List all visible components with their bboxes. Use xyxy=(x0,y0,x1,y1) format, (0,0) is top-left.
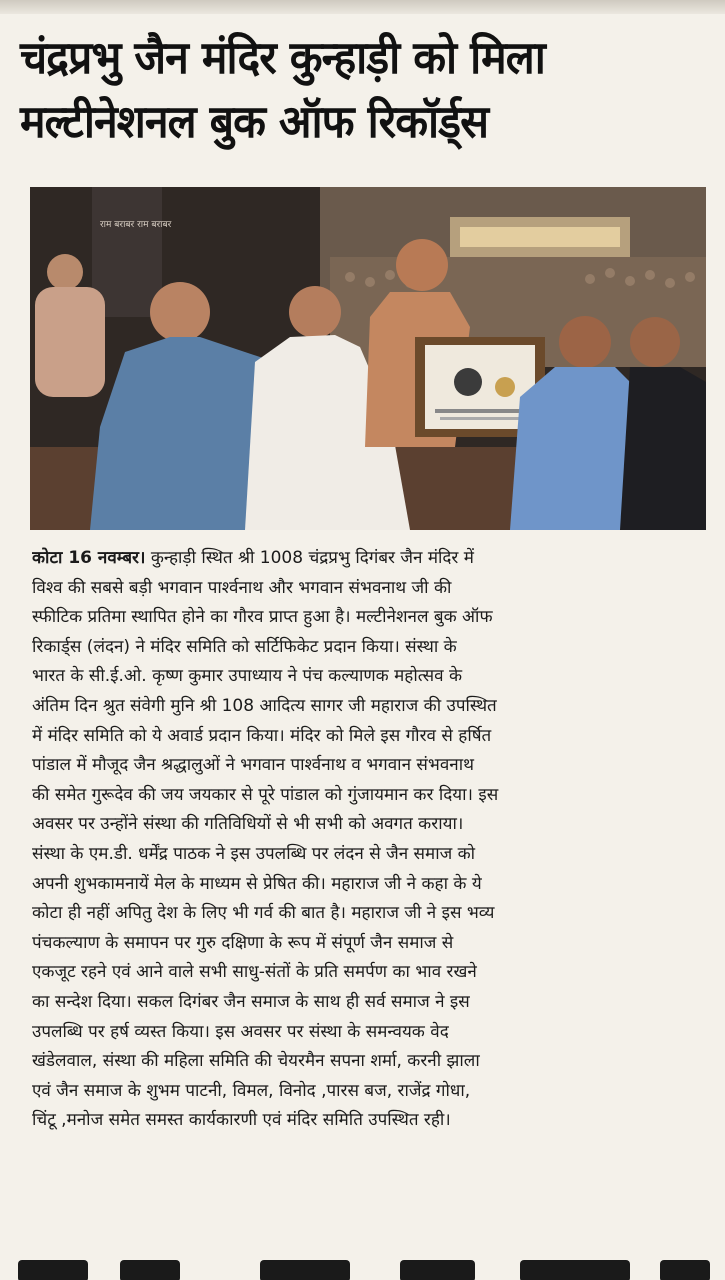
article-line: स्फीटिक प्रतिमा स्थापित होने का गौरव प्राप्त हुआ है। मल्टीनेशनल बुक ऑफ xyxy=(32,607,493,628)
article-body xyxy=(32,544,708,1136)
article-line: की समेत गुरूदेव की जय जयकार से पूरे पांडाल को गुंजायमान कर दिया। इस xyxy=(32,784,499,805)
article-line: कोटा ही नहीं अपितु देश के लिए भी गर्व की बात है। महाराज जी ने इस भव्य xyxy=(32,903,495,924)
article-line: एवं जैन समाज के शुभम पाटनी, विमल, विनोद ,पारस बज, राजेंद्र गोधा, xyxy=(32,1080,471,1101)
article-line: खंडेलवाल, संस्था की महिला समिति की चेयरमैन सपना शर्मा, करनी झाला xyxy=(32,1051,480,1072)
article-line: अपनी शुभकामनायें मेल के माध्यम से प्रेषित की। महाराज जी ने कहा के ये xyxy=(32,873,482,894)
headline-line-2: मल्टीनेशनल बुक ऑफ रिकॉर्ड्स xyxy=(20,95,489,148)
dateline: कोटा 16 नवम्बर। xyxy=(32,548,146,568)
article-line: में मंदिर समिति को ये अवार्ड प्रदान किया। मंदिर को मिले इस गौरव से हर्षित xyxy=(32,725,492,746)
article-line: संस्था के एम.डी. धर्मेंद्र पाठक ने इस उपलब्धि पर लंदन से जैन समाज को xyxy=(32,843,476,864)
headline-line-1: चंद्रप्रभु जैन मंदिर कुन्हाड़ी को मिला xyxy=(20,31,545,84)
article-line: चिंटू ,मनोज समेत समस्त कार्यकारणी एवं मंदिर समिति उपस्थित रही। xyxy=(32,1110,451,1131)
news-photo xyxy=(30,187,706,530)
article-line: का सन्देश दिया। सकल दिगंबर जैन समाज के साथ ही सर्व समाज ने इस xyxy=(32,991,470,1012)
banner-text: राम बराबर राम बराबर xyxy=(100,220,172,230)
article-line: रिकार्ड्स (लंदन) ने मंदिर समिति को सर्टिफिकेट प्रदान किया। संस्था के xyxy=(32,636,457,657)
headline xyxy=(20,26,676,154)
article-line: पांडाल में मौजूद जैन श्रद्धालुओं ने भगवान पार्श्वनाथ व भगवान संभवनाथ xyxy=(32,755,475,776)
next-article-strip xyxy=(0,1252,725,1280)
article-line: पंचकल्याण के समापन पर गुरु दक्षिणा के रूप में संपूर्ण जैन समाज से xyxy=(32,932,454,953)
article-line: एकजूट रहने एवं आने वाले सभी साधु-संतों के प्रति समर्पण का भाव रखने xyxy=(32,962,477,983)
previous-article-strip xyxy=(0,0,725,14)
article-line: उपलब्धि पर हर्ष व्यस्त किया। इस अवसर पर संस्था के समन्वयक वेद xyxy=(32,1021,449,1042)
article-line xyxy=(32,544,708,574)
article-line-text: कुन्हाड़ी स्थित श्री 1008 चंद्रप्रभु दिगंबर जैन मंदिर में xyxy=(145,548,474,568)
article-line: अंतिम दिन श्रुत संवेगी मुनि श्री 108 आदित्य सागर जी महाराज की उपस्थित xyxy=(32,695,497,716)
article-line: भारत के सी.ई.ओ. कृष्ण कुमार उपाध्याय ने पंच कल्याणक महोत्सव के xyxy=(32,666,463,687)
article-line: विश्व की सबसे बड़ी भगवान पार्श्वनाथ और भगवान संभवनाथ जी की xyxy=(32,577,452,598)
article-line: अवसर पर उन्होंने संस्था की गतिविधियों से भी सभी को अवगत कराया। xyxy=(32,814,464,835)
